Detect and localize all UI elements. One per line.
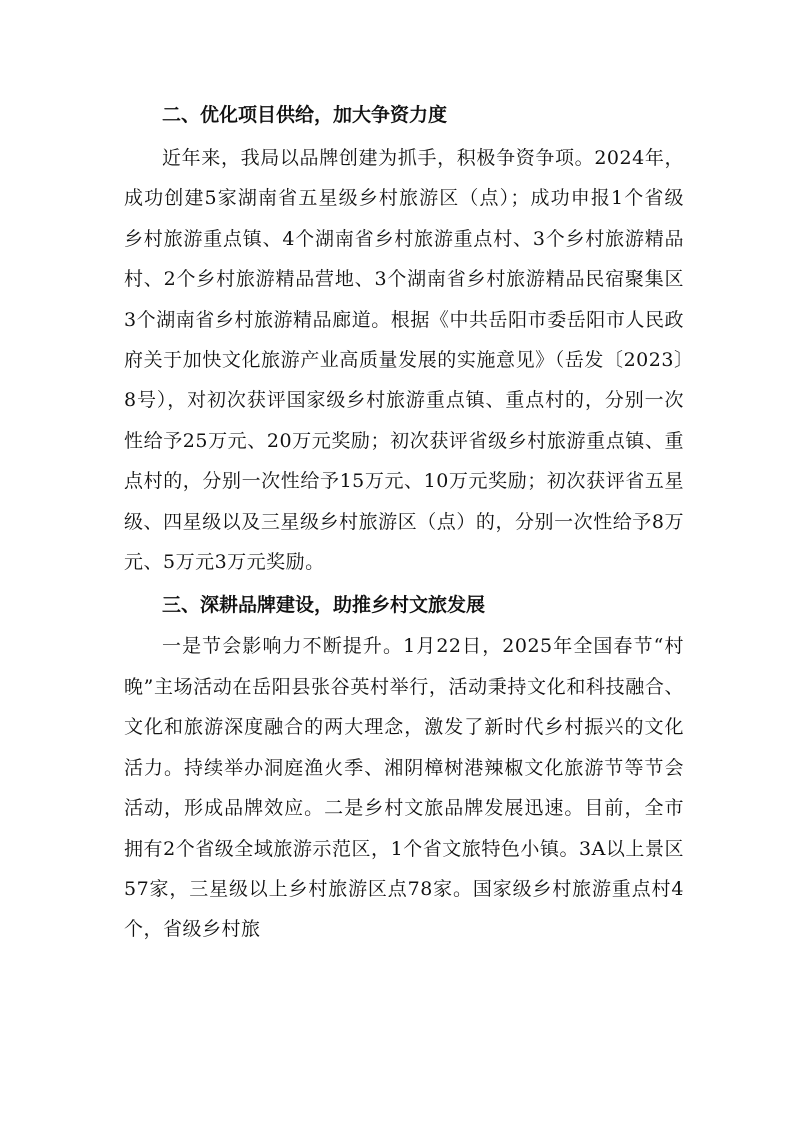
section-heading-2: 二、优化项目供给，加大争资力度: [162, 104, 448, 126]
section-paragraph-3: 一是节会影响力不断提升。1月22日，2025年全国春节“村晚”主场活动在岳阳县张谷英村举行，活动秉持文化和科技融合、文化和旅游深度融合的两大理念，激发了新时代乡村振兴的文化活力。持续举办洞庭渔火季、湘阴樟树港辣椒文化旅游节等节会活动，形成品牌效应。二是乡村文旅品牌发展迅速。目前，全市拥有2个省级全域旅游示范区，1个省文旅特色小镇。3A以上景区57家，三星级以上乡村旅游区点78家。国家级乡村旅游重点村4个，省级乡村旅: [124, 635, 684, 941]
document-page: [124, 96, 684, 950]
section-heading-3: 三、深耕品牌建设，助推乡村文旅发展: [162, 594, 486, 617]
section-paragraph-2: 近年来，我局以品牌创建为抓手，积极争资争项。2024年，成功创建5家湖南省五星级乡村旅游区（点）；成功申报1个省级乡村旅游重点镇、4个湖南省乡村旅游重点村、3个乡村旅游精品村、2个乡村旅游精品营地、3个湖南省乡村旅游精品民宿聚集区3个湖南省乡村旅游精品廊道。根据《中共岳阳市委岳阳市人民政府关于加快文化旅游产业高质量发展的实施意见》（岳发〔2023〕8号），对初次获评国家级乡村旅游重点镇、重点村的，分别一次性给予25万元、20万元奖励；初次获评省级乡村旅游重点镇、重点村的，分别一次性给予15万元、10万元奖励；初次获评省五星级、四星级以及三星级乡村旅游区（点）的，分别一次性给予8万元、5万元3万元奖励。: [124, 147, 684, 574]
